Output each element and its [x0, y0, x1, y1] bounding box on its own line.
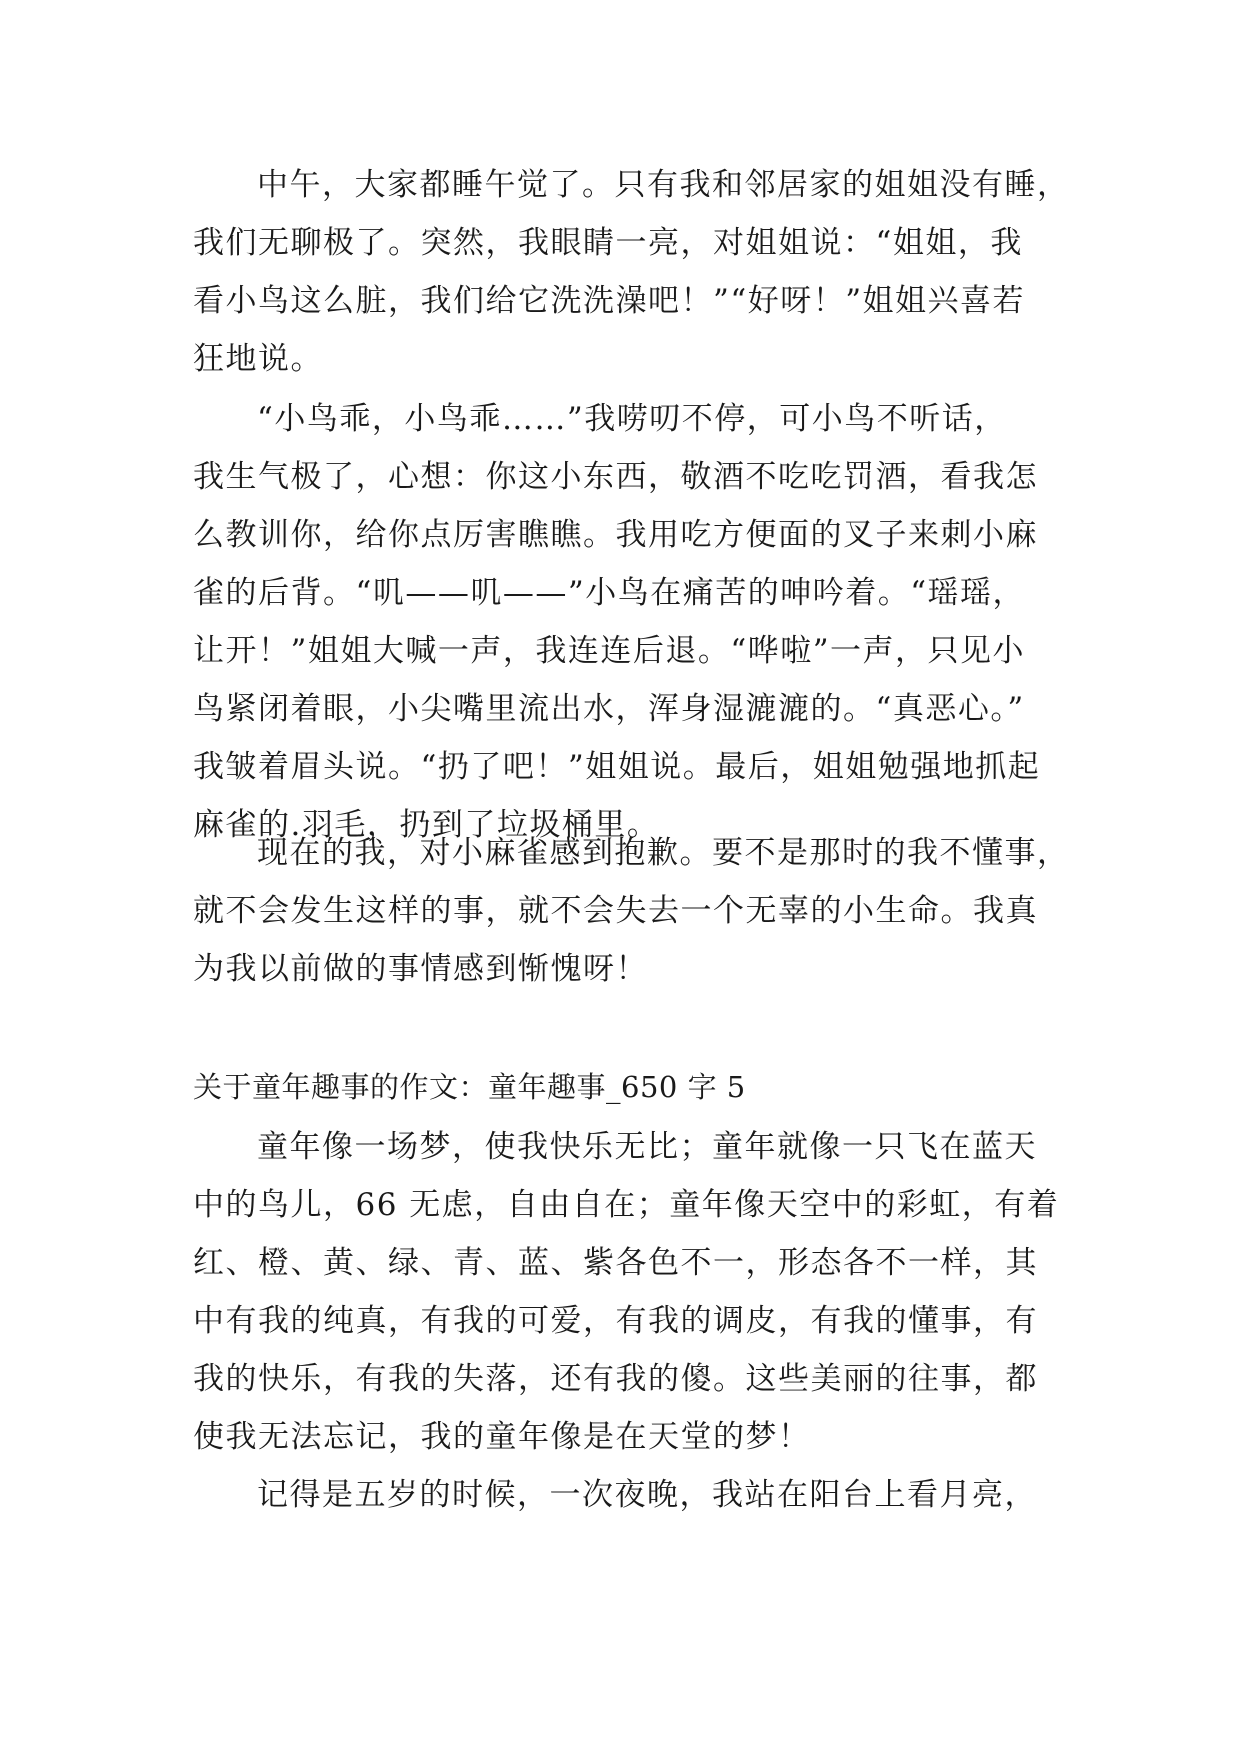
- text-line: 我皱着眉头说。“扔了吧！”姐姐说。最后，姐姐勉强地抓起: [193, 749, 1041, 785]
- text-line: 雀的后背。“叽——叽——”小鸟在痛苦的呻吟着。“瑶瑶，: [193, 575, 1026, 611]
- paragraph-five-years-old: [193, 1466, 1073, 1524]
- heading-text: 关于童年趣事的作文：童年趣事_650 字 5: [193, 1070, 746, 1104]
- paragraph-bird: [193, 390, 1073, 854]
- text-line: 让开！”姐姐大喊一声，我连连后退。“哗啦”一声，只见小: [193, 633, 1026, 669]
- text-line: 我的快乐，有我的失落，还有我的傻。这些美丽的往事，都: [193, 1361, 1038, 1397]
- text-line: 记得是五岁的时候，一次夜晚，我站在阳台上看月亮，: [257, 1477, 1037, 1513]
- text-line: 就不会发生这样的事，就不会失去一个无辜的小生命。我真: [193, 893, 1038, 929]
- text-line: 现在的我，对小麻雀感到抱歉。要不是那时的我不懂事，: [257, 835, 1070, 871]
- text-line: 鸟紧闭着眼，小尖嘴里流出水，浑身湿漉漉的。“真恶心。”: [193, 691, 1025, 727]
- paragraph-regret: [193, 824, 1073, 998]
- text-line: 使我无法忘记，我的童年像是在天堂的梦！: [193, 1419, 811, 1455]
- text-line: 为我以前做的事情感到惭愧呀！: [193, 951, 648, 987]
- text-line: 中午，大家都睡午觉了。只有我和邻居家的姐姐没有睡，: [257, 167, 1070, 203]
- text-line: 中有我的纯真，有我的可爱，有我的调皮，有我的懂事，有: [193, 1303, 1038, 1339]
- text-line: 我生气极了，心想：你这小东西，敬酒不吃吃罚酒，看我怎: [193, 459, 1038, 495]
- essay-heading: [193, 1058, 1073, 1116]
- text-line: 中的鸟儿，66 无虑，自由自在；童年像天空中的彩虹，有着: [193, 1187, 1060, 1223]
- text-line: 么教训你，给你点厉害瞧瞧。我用吃方便面的叉子来刺小麻: [193, 517, 1038, 553]
- text-line: “小鸟乖，小鸟乖……”我唠叨不停，可小鸟不听话，: [257, 401, 1007, 437]
- paragraph-noon: [193, 156, 1073, 388]
- text-line: 红、橙、黄、绿、青、蓝、紫各色不一，形态各不一样，其: [193, 1245, 1038, 1281]
- text-line: 麻雀的.羽毛，扔到了垃圾桶里。: [193, 807, 660, 843]
- text-line: 狂地说。: [193, 341, 323, 377]
- paragraph-childhood-dream: [193, 1118, 1073, 1466]
- text-line: 童年像一场梦，使我快乐无比；童年就像一只飞在蓝天: [257, 1129, 1037, 1165]
- text-line: 我们无聊极了。突然，我眼睛一亮，对姐姐说：“姐姐，我: [193, 225, 1023, 261]
- text-line: 看小鸟这么脏，我们给它洗洗澡吧！”“好呀！”姐姐兴喜若: [193, 283, 1026, 319]
